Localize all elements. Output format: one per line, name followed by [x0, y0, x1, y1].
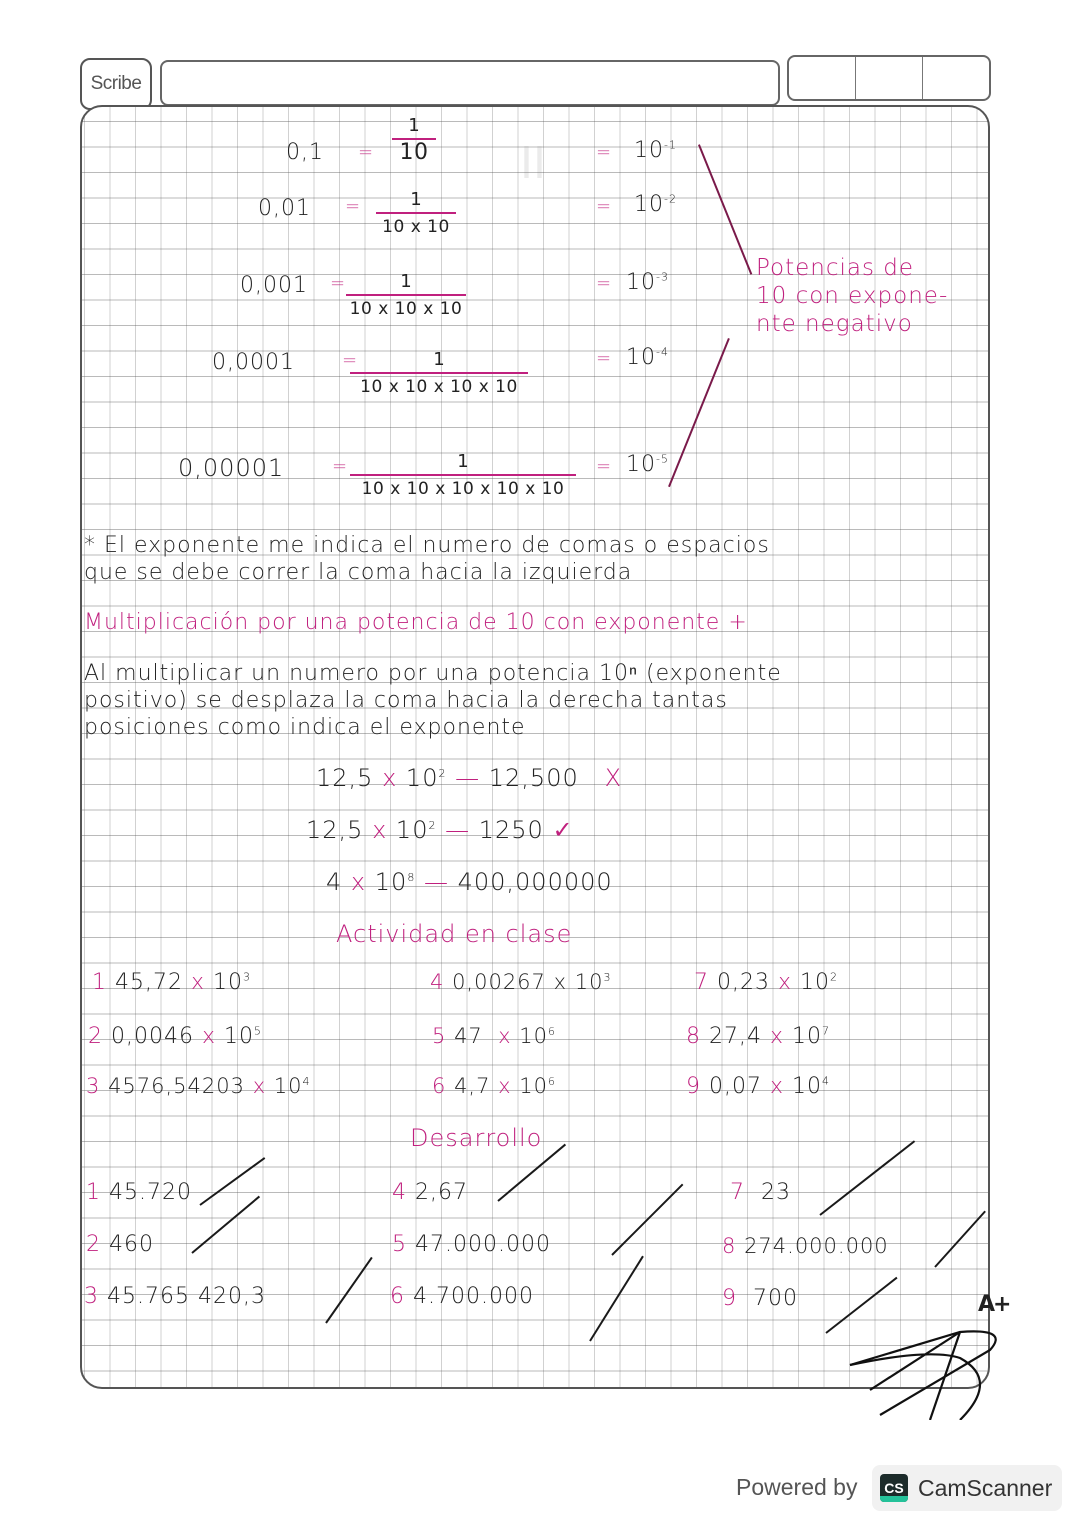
answer-item: 9 700 — [722, 1286, 798, 1311]
power-of-ten: $10^{-4}$ — [626, 345, 669, 370]
wrong-mark: X — [604, 764, 623, 792]
decimal-value: 0,1 — [286, 140, 324, 165]
exercise-item: 1 45,72 x $10^3$ — [92, 970, 252, 995]
camscanner-badge — [872, 1465, 1062, 1511]
fraction: 1 10 — [392, 116, 436, 164]
answer-item: 6 4.700.000 — [390, 1284, 534, 1309]
equals-sign: = — [345, 196, 362, 217]
date-month-cell — [856, 57, 923, 99]
answer-item: 3 45.765 420,3 — [84, 1284, 266, 1309]
section-title: Multiplicación por una potencia de 10 con exponente + — [84, 610, 748, 635]
fraction: 1 10 x 10 x 10 x 10 x 10 — [350, 452, 576, 500]
power-of-ten: $10^{-5}$ — [626, 452, 669, 477]
correct-mark: ✓ — [552, 816, 574, 844]
exercise-item: 9 0,07 x $10^4$ — [686, 1074, 831, 1099]
decimal-value: 0,0001 — [212, 350, 295, 375]
answer-item: 7 23 — [730, 1180, 791, 1205]
equals-sign: = — [358, 142, 375, 163]
decimal-value: 0,01 — [258, 196, 311, 221]
answer-item: 5 47.000.000 — [392, 1232, 551, 1257]
exercise-item: 6 4,7 x $10^6$ — [432, 1074, 557, 1098]
date-field — [787, 55, 991, 101]
power-of-ten: $10^{-1}$ — [634, 138, 677, 163]
fraction: 1 10 x 10 x 10 — [346, 272, 466, 320]
equals-sign: = — [596, 273, 613, 294]
example-row: 12,5 x $10^2$ — 1250 ✓ — [306, 816, 574, 844]
exercise-item: 4 0,00267 x $10^3$ — [430, 970, 612, 994]
development-title: Desarrollo — [410, 1124, 543, 1152]
equals-sign: = — [330, 273, 347, 294]
equals-sign: = — [596, 142, 613, 163]
decimal-value: 0,00001 — [178, 454, 285, 482]
camscanner-logo-icon: CS — [880, 1474, 908, 1502]
answer-item: 2 460 — [86, 1232, 154, 1257]
answer-item: 4 2,67 — [392, 1180, 468, 1205]
rule-text: Al multiplicar un numero por una potencia 10ⁿ (exponente positivo) se desplaza la coma hacia la derecha tantas posiciones como indica el exponente — [84, 661, 782, 740]
power-of-ten: $10^{-2}$ — [634, 192, 677, 217]
fraction: 1 10 x 10 x 10 x 10 — [350, 350, 528, 398]
power-of-ten: $10^{-3}$ — [626, 270, 669, 295]
exercise-item: 7 0,23 x $10^2$ — [694, 970, 839, 995]
bleed-through-text: II — [520, 138, 546, 189]
answer-item: 8 274.000.000 — [722, 1234, 889, 1258]
activity-title: Actividad en clase — [336, 920, 573, 948]
grade-mark: A+ — [978, 1292, 1010, 1317]
side-note: Potencias de 10 con expone- nte negativo — [756, 255, 949, 337]
equals-sign: = — [596, 456, 613, 477]
equals-sign: = — [596, 348, 613, 369]
exercise-item: 8 27,4 x $10^7$ — [686, 1024, 831, 1049]
example-row: 12,5 x $10^2$ — 12,500 X — [316, 764, 623, 792]
teacher-signature-icon — [840, 1320, 1020, 1420]
equals-sign: = — [342, 350, 359, 371]
example-row: 4 x $10^8$ — 400,000000 — [326, 868, 613, 896]
exercise-item: 5 47 x $10^6$ — [432, 1024, 557, 1048]
camscanner-brand: CamScanner — [918, 1474, 1053, 1501]
equals-sign: = — [596, 196, 613, 217]
fraction: 1 10 x 10 — [376, 190, 456, 238]
name-field — [160, 60, 780, 106]
exercise-item: 3 4576,54203 x $10^4$ — [86, 1074, 311, 1098]
scribe-logo: Scribe — [80, 58, 152, 110]
answer-item: 1 45.720 — [86, 1180, 192, 1205]
exercise-item: 2 0,0046 x $10^5$ — [88, 1024, 263, 1049]
date-year-cell — [923, 57, 989, 99]
exponent-note: * El exponente me indica el numero de comas o espacios que se debe correr la coma hacia la izquierda — [84, 533, 770, 585]
decimal-value: 0,001 — [240, 273, 308, 298]
date-day-cell — [789, 57, 856, 99]
equals-sign: = — [332, 456, 349, 477]
powered-by-label: Powered by — [736, 1474, 858, 1500]
